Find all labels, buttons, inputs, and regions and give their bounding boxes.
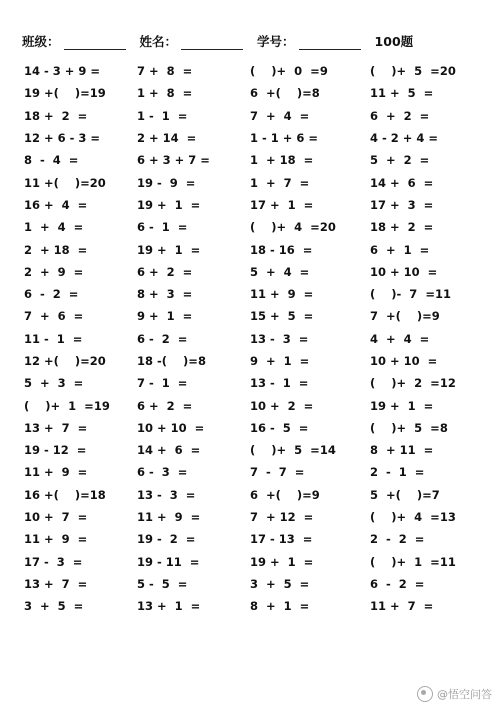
math-problem: 1 - 1 + 6 = <box>250 131 319 146</box>
math-problem: 10 + 10 = <box>370 354 438 368</box>
math-problem: 1 + 7 = <box>250 175 310 190</box>
math-problem: 11 +( )=20 <box>24 175 106 190</box>
math-problem: 5 + 4 = <box>250 264 310 279</box>
math-problem: 3 + 5 = <box>24 599 84 614</box>
math-problem: 9 + 1 = <box>137 309 193 324</box>
math-problem: 16 + 4 = <box>24 197 88 212</box>
math-problem: 17 + 3 = <box>370 197 434 212</box>
math-problem: ( )+ 4 =13 <box>370 510 456 525</box>
math-problem: 19 + 1 = <box>137 242 201 257</box>
problem-count: 100题 <box>374 34 414 49</box>
math-problem: 13 + 7 = <box>24 576 88 591</box>
math-problem: 11 + 5 = <box>370 86 434 101</box>
math-problem: 19 + 1 = <box>250 554 314 569</box>
math-problem: 6 + 2 = <box>370 108 430 123</box>
math-problem: 11 + 9 = <box>137 510 201 525</box>
math-problem: 7 - 7 = <box>250 465 305 480</box>
math-problem: ( )- 7 =11 <box>370 287 451 302</box>
math-problem: 13 + 1 = <box>137 599 201 614</box>
math-problem: 19 - 11 = <box>137 554 200 569</box>
math-problem: 6 + 2 = <box>137 398 193 413</box>
math-problem: 10 + 2 = <box>250 398 314 413</box>
math-problem: 7 + 8 = <box>137 64 193 79</box>
math-problem: 10 + 10 = <box>137 420 205 435</box>
math-problem: 11 + 9 = <box>250 287 314 302</box>
math-problem: 1 - 1 = <box>137 108 188 123</box>
math-problem: 1 + 18 = <box>250 153 314 168</box>
math-problem: 6 +( )=9 <box>250 487 320 502</box>
math-problem: 6 - 2 = <box>137 331 188 346</box>
math-problem: ( )+ 2 =12 <box>370 376 456 391</box>
class-label: 班级： <box>22 34 60 49</box>
math-problem: 1 + 4 = <box>24 220 84 235</box>
math-problem: 12 + 6 - 3 = <box>24 131 101 146</box>
math-problem: 13 - 3 = <box>250 331 309 346</box>
math-problem: ( )+ 5 =14 <box>250 443 336 458</box>
name-blank <box>181 37 243 50</box>
math-problem: 8 + 3 = <box>137 287 193 302</box>
math-problem: ( )+ 4 =20 <box>250 220 336 235</box>
math-problem: 13 - 1 = <box>250 376 309 391</box>
math-problem: 8 - 4 = <box>24 153 79 168</box>
math-problem: 17 - 3 = <box>24 554 83 569</box>
math-problem: 5 - 5 = <box>137 576 188 591</box>
math-problem: 18 + 2 = <box>370 220 434 235</box>
math-problem: 16 +( )=18 <box>24 487 106 502</box>
math-problem: 11 + 7 = <box>370 599 434 614</box>
math-problem: 18 -( )=8 <box>137 354 206 368</box>
math-problem: 9 + 1 = <box>250 354 310 368</box>
wukong-logo-icon <box>417 686 433 702</box>
math-problem: 11 - 1 = <box>24 331 83 346</box>
class-blank <box>64 37 126 50</box>
math-problem: 4 - 2 + 4 = <box>370 131 439 146</box>
math-problem: 2 + 9 = <box>24 264 84 279</box>
math-problem: 6 +( )=8 <box>250 86 320 101</box>
problem-grid <box>24 60 484 617</box>
worksheet-header <box>22 30 480 50</box>
math-problem: 3 + 5 = <box>250 576 310 591</box>
math-problem: ( )+ 1 =19 <box>24 398 110 413</box>
math-problem: 7 + 4 = <box>250 108 310 123</box>
math-problem: 14 + 6 = <box>137 443 201 458</box>
math-problem: 19 - 2 = <box>137 532 196 547</box>
student-id-label: 学号： <box>257 34 295 49</box>
math-problem: 13 + 7 = <box>24 420 88 435</box>
math-problem: 6 - 3 = <box>137 465 188 480</box>
math-problem: 12 +( )=20 <box>24 354 106 368</box>
math-problem: 14 - 3 + 9 = <box>24 64 101 79</box>
math-problem: 11 + 9 = <box>24 532 88 547</box>
math-problem: 18 + 2 = <box>24 108 88 123</box>
math-problem: 14 + 6 = <box>370 175 434 190</box>
math-problem: 6 + 3 + 7 = <box>137 153 210 168</box>
math-problem: 2 - 1 = <box>370 465 425 480</box>
math-problem: 2 + 18 = <box>24 242 88 257</box>
watermark <box>417 686 492 702</box>
math-problem: 7 +( )=9 <box>370 309 440 324</box>
math-problem: 5 +( )=7 <box>370 487 440 502</box>
watermark-text: @悟空问答 <box>437 688 492 701</box>
math-problem: 5 + 3 = <box>24 376 84 391</box>
math-problem: 19 + 1 = <box>137 197 201 212</box>
math-problem: 10 + 7 = <box>24 510 88 525</box>
name-field <box>140 32 244 50</box>
student-id-blank <box>299 37 361 50</box>
math-problem: 4 + 4 = <box>370 331 430 346</box>
math-problem: 16 - 5 = <box>250 420 309 435</box>
math-problem: 18 - 16 = <box>250 242 313 257</box>
math-problem: 17 - 13 = <box>250 532 313 547</box>
math-problem: 19 + 1 = <box>370 398 434 413</box>
math-problem: 19 +( )=19 <box>24 86 106 101</box>
math-problem: 2 - 2 = <box>370 532 425 547</box>
math-problem: 7 + 6 = <box>24 309 84 324</box>
math-problem: 7 + 12 = <box>250 510 314 525</box>
math-problem: 10 + 10 = <box>370 264 438 279</box>
math-problem: 17 + 1 = <box>250 197 314 212</box>
math-problem: 8 + 1 = <box>250 599 310 614</box>
math-problem: 2 + 14 = <box>137 131 197 146</box>
math-problem: 8 + 11 = <box>370 443 434 458</box>
math-problem: 7 - 1 = <box>137 376 188 391</box>
math-problem: ( )+ 0 =9 <box>250 64 328 79</box>
math-problem: 1 + 8 = <box>137 86 193 101</box>
math-problem: 6 - 2 = <box>370 576 425 591</box>
name-label: 姓名： <box>139 34 178 49</box>
math-problem: 6 + 2 = <box>137 264 193 279</box>
math-problem: 15 + 5 = <box>250 309 314 324</box>
math-problem: 11 + 9 = <box>24 465 88 480</box>
math-problem: ( )+ 1 =11 <box>370 554 456 569</box>
math-problem: 6 + 1 = <box>370 242 430 257</box>
math-problem: 13 - 3 = <box>137 487 196 502</box>
math-problem: 6 - 1 = <box>137 220 188 235</box>
math-problem: ( )+ 5 =20 <box>370 64 456 79</box>
math-problem: 19 - 12 = <box>24 443 87 458</box>
math-problem: 5 + 2 = <box>370 153 430 168</box>
math-problem: 6 - 2 = <box>24 287 79 302</box>
student-id-field <box>257 32 361 50</box>
class-field <box>22 32 126 50</box>
math-problem: ( )+ 5 =8 <box>370 420 448 435</box>
math-problem: 19 - 9 = <box>137 175 196 190</box>
